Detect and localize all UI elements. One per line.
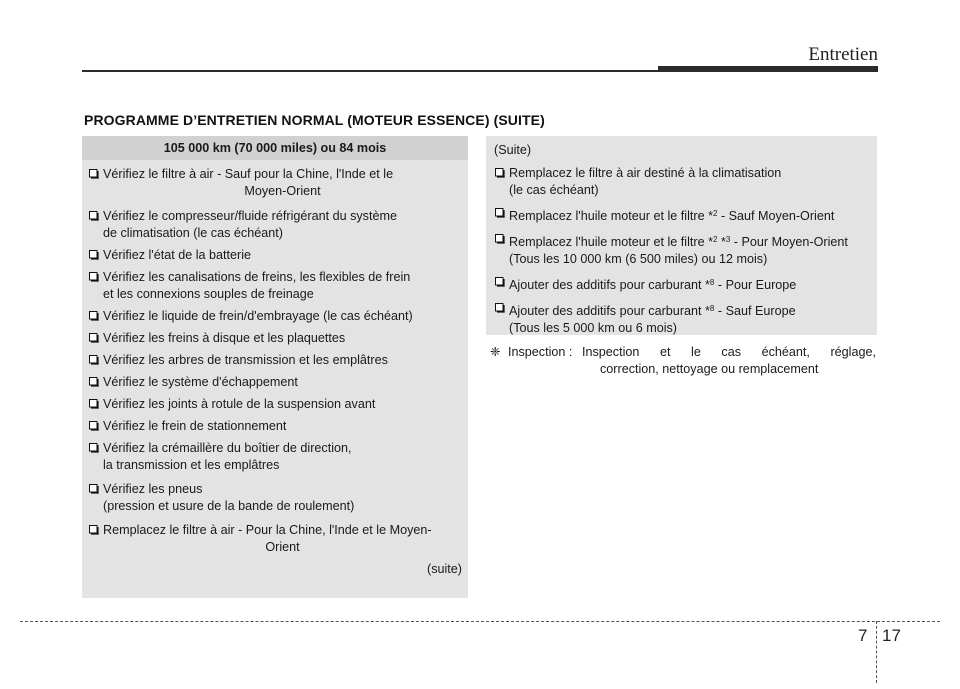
checkbox-icon [89, 443, 99, 453]
asterism-icon: ❈ [490, 345, 501, 359]
checkbox-icon [89, 211, 99, 221]
list-item: Vérifiez le frein de stationnement [88, 418, 462, 435]
checkbox-icon [89, 421, 99, 431]
list-item: Remplacez le filtre à air - Pour la Chine, l'Inde et le Moyen- Orient [88, 522, 462, 556]
list-item: Vérifiez les arbres de transmission et les emplâtres [88, 352, 462, 369]
header-rule-thin [82, 70, 662, 72]
list-item: Vérifiez les canalisations de freins, les flexibles de frein et les connexions souples de freinage [88, 269, 462, 303]
list-item: Vérifiez le filtre à air - Sauf pour la Chine, l'Inde et le Moyen-Orient [88, 166, 462, 200]
footer-divider [876, 621, 877, 683]
checkbox-icon [89, 525, 99, 535]
checkbox-icon [495, 168, 505, 178]
chapter-title: Entretien [808, 44, 878, 65]
page-number: 17 [882, 626, 901, 645]
right-checklist [486, 161, 877, 337]
list-item: Ajouter des additifs pour carburant *$^8$ - Pour Europe [494, 274, 875, 294]
list-item: Vérifiez les joints à rotule de la suspension avant [88, 396, 462, 413]
list-item: Vérifiez l'état de la batterie [88, 247, 462, 264]
right-panel [486, 136, 877, 335]
chapter-number: 7 [858, 626, 868, 645]
checkbox-icon [89, 169, 99, 179]
list-item: Vérifiez le compresseur/fluide réfrigérant du système de climatisation (le cas échéant) [88, 208, 462, 242]
left-panel-heading: 105 000 km (70 000 miles) ou 84 mois [82, 136, 468, 160]
section-title: PROGRAMME D’ENTRETIEN NORMAL (MOTEUR ESSENCE) (SUITE) [84, 112, 545, 128]
continued-heading: (Suite) [494, 143, 532, 157]
continued-label: (suite) [427, 562, 462, 576]
footer-rule [20, 621, 940, 622]
checkbox-icon [495, 303, 505, 313]
list-item: Remplacez l'huile moteur et le filtre *$^2$ *$^3$ - Pour Moyen-Orient (Tous les 10 000 km (6 500 miles) ou 12 mois) [494, 231, 875, 268]
list-item: Vérifiez les freins à disque et les plaquettes [88, 330, 462, 347]
checkbox-icon [495, 208, 505, 218]
checkbox-icon [89, 484, 99, 494]
footnote-label: Inspection : [508, 345, 573, 359]
checkbox-icon [89, 355, 99, 365]
header-rule-thick [658, 66, 878, 72]
list-item: Ajouter des additifs pour carburant *$^8$ - Sauf Europe (Tous les 5 000 km ou 6 mois) [494, 300, 875, 337]
checkbox-icon [89, 399, 99, 409]
checkbox-icon [89, 311, 99, 321]
list-item: Remplacez l'huile moteur et le filtre *$^2$ - Sauf Moyen-Orient [494, 205, 875, 225]
left-panel [82, 136, 468, 598]
list-item: Vérifiez le liquide de frein/d'embrayage (le cas échéant) [88, 308, 462, 325]
footnote-text-continued: correction, nettoyage ou remplacement [600, 362, 819, 376]
checkbox-icon [495, 277, 505, 287]
list-item: Vérifiez la crémaillère du boîtier de direction, la transmission et les emplâtres [88, 440, 462, 474]
list-item: Vérifiez les pneus (pression et usure de la bande de roulement) [88, 481, 462, 515]
left-checklist [82, 160, 468, 578]
checkbox-icon [89, 333, 99, 343]
checkbox-icon [89, 250, 99, 260]
list-item: Vérifiez le système d'échappement [88, 374, 462, 391]
list-item: Remplacez le filtre à air destiné à la climatisation (le cas échéant) [494, 165, 875, 199]
checkbox-icon [495, 234, 505, 244]
checkbox-icon [89, 272, 99, 282]
checkbox-icon [89, 377, 99, 387]
footnote-text: Inspection et le cas échéant, réglage, [582, 345, 876, 359]
